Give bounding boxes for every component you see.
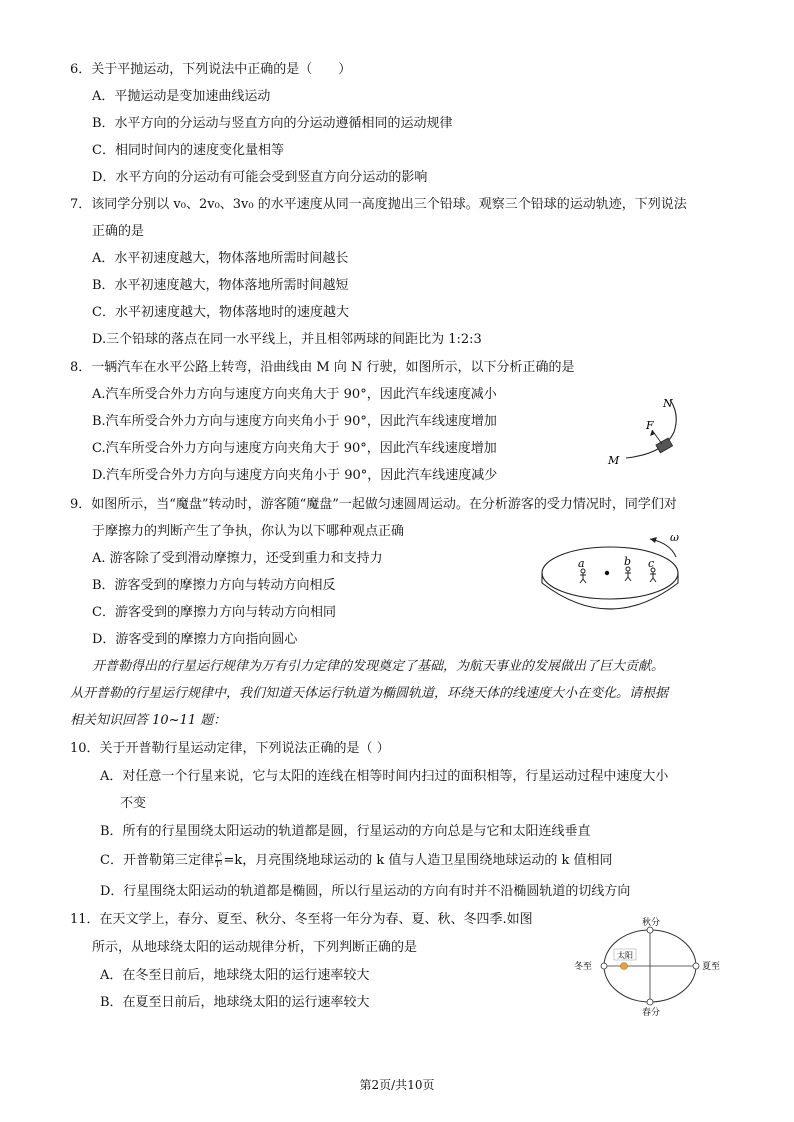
page-footer: 第2页/共10页 <box>359 1078 435 1092</box>
q7-option-c: C．水平初速度越大，物体落地时的速度越大 <box>92 305 349 320</box>
earth-spring-icon <box>647 999 653 1005</box>
label-m: M <box>608 454 620 467</box>
car-icon <box>656 438 673 453</box>
q7-option-a: A．水平初速度越大，物体落地所需时间越长 <box>92 251 349 266</box>
sun-label: 太阳 <box>617 951 633 960</box>
q8-curve-figure <box>600 392 700 468</box>
q9-option-a: A. 游客除了受到滑动摩擦力，还受到重力和支持力 <box>92 551 383 566</box>
disc-center <box>605 571 609 575</box>
visitor-a-icon <box>580 569 586 583</box>
q10-option-c <box>100 852 613 869</box>
q9-option-d: D．游客受到的摩擦力方向指向圆心 <box>92 632 298 647</box>
q7-stem-line2: 正确的是 <box>92 224 145 239</box>
passage-line1: 开普勒得出的行星运行规律为万有引力定律的发现奠定了基础，为航天事业的发展做出了巨大贡献。 <box>92 659 665 674</box>
q10-option-a-line1: A．对任意一个行星来说，它与太阳的连线在相等时间内扫过的面积相等，行星运动过程中速度大小 <box>100 769 669 784</box>
label-a: a <box>578 557 585 570</box>
q6-option-c: C．相同时间内的速度变化量相等 <box>92 143 284 158</box>
q9-stem-line1: 9．如图所示，当“魔盘”转动时，游客随“魔盘”一起做匀速圆周运动。在分析游客的受力情况时，同学们对 <box>70 497 677 512</box>
label-winter: 冬至 <box>574 962 593 972</box>
visitor-b-icon <box>625 567 631 581</box>
visitor-c-icon <box>650 568 656 582</box>
q7-option-d: D.三个铅球的落点在同一水平线上，并且相邻两球的间距比为 1:2:3 <box>92 332 482 347</box>
q11-stem-line1: 11．在天文学上，春分、夏至、秋分、冬至将一年分为春、夏、秋、冬四季.如图 <box>70 912 533 927</box>
q11-option-a: A．在冬至日前后，地球绕太阳的运行速率较大 <box>100 968 370 983</box>
q11-option-b: B．在夏至日前后，地球绕太阳的运行速率较大 <box>100 995 370 1010</box>
q6-option-d: D．水平方向的分运动有可能会受到竖直方向分运动的影响 <box>92 170 428 185</box>
fraction-denominator: T² <box>214 861 223 869</box>
q10-option-b: B．所有的行星围绕太阳运动的轨道都是圆，行星运动的方向总是与它和太阳连线垂直 <box>100 824 591 839</box>
label-c: c <box>648 557 655 570</box>
label-spring: 春分 <box>642 1008 661 1016</box>
q6-option-a: A．平抛运动是变加速曲线运动 <box>92 89 271 104</box>
label-summer: 夏至 <box>702 962 721 972</box>
label-n: N <box>663 397 673 410</box>
passage-line2: 从开普勒的行星运行规律中，我们知道天体运行轨道为椭圆轨道，环绕天体的线速度大小在变化。请根据 <box>70 686 669 701</box>
fraction-numerator: r³ <box>215 852 222 860</box>
q10-stem: 10．关于开普勒行星运动定律，下列说法正确的是（ ） <box>70 741 390 756</box>
q11-orbit-figure <box>568 916 728 1016</box>
q10-option-a-line2: 不变 <box>120 796 147 811</box>
q6-option-b: B．水平方向的分运动与竖直方向的分运动遵循相同的运动规律 <box>92 116 453 131</box>
passage-line3: 相关知识回答 10~11 题： <box>70 713 227 728</box>
rotation-arrow-head <box>650 537 657 543</box>
q9-option-c: C．游客受到的摩擦力方向与转动方向相同 <box>92 605 336 620</box>
q8-stem: 8．一辆汽车在水平公路上转弯，沿曲线由 M 向 N 行驶，如图所示，以下分析正确的是 <box>70 360 575 375</box>
q7-option-b: B．水平初速度越大，物体落地所需时间越短 <box>92 278 349 293</box>
earth-winter-icon <box>601 963 607 969</box>
q10-option-d: D．行星围绕太阳运动的轨道都是椭圆，所以行星运动的方向有时并不沿椭圆轨道的切线方向 <box>100 884 631 899</box>
disc-top <box>542 547 678 599</box>
q8-option-c: C.汽车所受合外力方向与速度方向夹角大于 90°，因此汽车线速度增加 <box>92 441 497 456</box>
q9-option-b: B．游客受到的摩擦力方向与转动方向相反 <box>92 578 336 593</box>
q11-stem-line2: 所示，从地球绕太阳的运动规律分析，下列判断正确的是 <box>92 940 418 955</box>
q8-option-b: B.汽车所受合外力方向与速度方向夹角小于 90°，因此汽车线速度增加 <box>92 414 497 429</box>
sun-icon <box>621 963 628 970</box>
q8-option-d: D.汽车所受合外力方向与速度方向夹角小于 90°，因此汽车线速度减少 <box>92 468 498 483</box>
kepler-fraction <box>215 852 222 869</box>
label-b: b <box>624 555 632 568</box>
label-f: F <box>646 419 654 432</box>
q8-option-a: A.汽车所受合外力方向与速度方向夹角大于 90°，因此汽车线速度减小 <box>92 387 497 402</box>
q9-stem-line2: 于摩擦力的判断产生了争执，你认为以下哪种观点正确 <box>92 524 405 539</box>
q9-disc-figure <box>538 527 688 617</box>
earth-summer-icon <box>693 963 699 969</box>
q7-stem-line1: 7．该同学分别以 v₀、2v₀、3v₀ 的水平速度从同一高度抛出三个铅球。观察三个铅球的运动轨迹，下列说法 <box>70 197 687 212</box>
q10-option-c-prefix: C．开普勒第三定律 <box>100 853 214 868</box>
label-omega: ω <box>670 531 679 544</box>
label-autumn: 秋分 <box>642 918 661 928</box>
q6-stem: 6．关于平抛运动，下列说法中正确的是（ ） <box>70 62 352 77</box>
q10-option-c-suffix: =k，月亮围绕地球运动的 k 值与人造卫星围绕地球运动的 k 值相同 <box>223 853 613 868</box>
